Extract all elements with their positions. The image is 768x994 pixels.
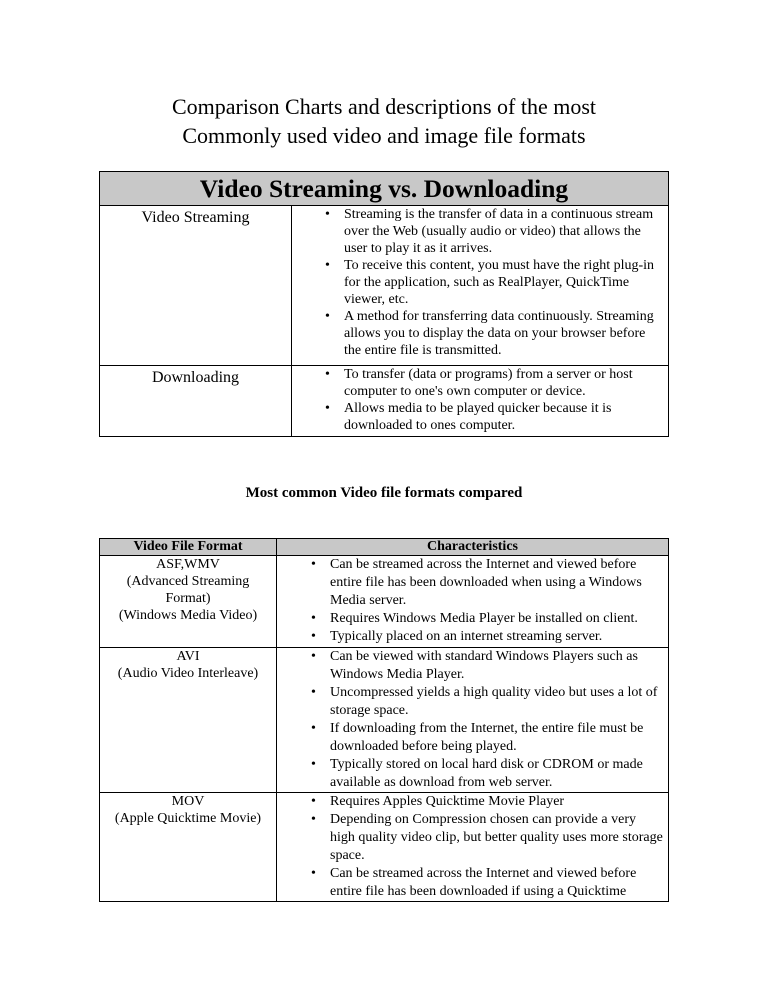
document-title (0, 92, 768, 150)
streaming-vs-downloading-table (99, 171, 669, 437)
bullet-list (277, 648, 668, 792)
list-item: • Typically stored on local hard disk or CDROM or made available as download from web server. (277, 756, 668, 792)
table-row (100, 366, 669, 437)
table-header-row (100, 539, 669, 556)
format-name: AVI (176, 649, 200, 664)
title-line-1: Comparison Charts and descriptions of the most (171, 94, 597, 119)
format-description: (Advanced Streaming (126, 574, 250, 589)
format-cell (100, 648, 277, 793)
row-label: Video Streaming (100, 206, 292, 366)
list-item: • Requires Windows Media Player be installed on client. (277, 610, 668, 628)
table-row (100, 793, 669, 902)
format-description: Format) (165, 591, 211, 606)
format-name: ASF,WMV (156, 557, 220, 572)
table-row (100, 206, 669, 366)
list-item: • Allows media to be played quicker because it is downloaded to ones computer. (292, 400, 668, 434)
bullet-list (277, 793, 668, 901)
format-cell (100, 793, 277, 902)
format-description: (Audio Video Interleave) (117, 666, 259, 681)
column-header-format: Video File Format (100, 539, 277, 556)
list-item: • Can be streamed across the Internet and viewed before entire file has been downloaded if using a Quicktime (277, 865, 668, 901)
streaming-table-heading: Video Streaming vs. Downloading (100, 172, 669, 206)
column-header-characteristics: Characteristics (277, 539, 669, 556)
row-label: Downloading (100, 366, 292, 437)
format-description: (Windows Media Video) (118, 608, 258, 623)
format-cell (100, 556, 277, 648)
list-item: • Can be streamed across the Internet and viewed before entire file has been downloaded when using a Windows Media server. (277, 556, 668, 610)
list-item: • Depending on Compression chosen can provide a very high quality video clip, but better quality uses more storage space. (277, 811, 668, 865)
formats-section-heading: Most common Video file formats compared (245, 485, 523, 501)
format-name: MOV (171, 794, 205, 809)
table-row (100, 648, 669, 793)
list-item: • Streaming is the transfer of data in a continuous stream over the Web (usually audio or video) that allows the user to play it as it arrives. (292, 206, 668, 257)
list-item: • To transfer (data or programs) from a server or host computer to one's own computer or device. (292, 366, 668, 400)
table-row (100, 556, 669, 648)
list-item: • Requires Apples Quicktime Movie Player (277, 793, 668, 811)
bullet-list (277, 556, 668, 646)
list-item: • To receive this content, you must have the right plug-in for the application, such as RealPlayer, QuickTime viewer, etc. (292, 257, 668, 308)
video-formats-table (99, 538, 669, 902)
bullet-list (292, 366, 668, 434)
list-item: • Typically placed on an internet streaming server. (277, 628, 668, 646)
bullet-list (292, 206, 668, 359)
list-item: • Uncompressed yields a high quality video but uses a lot of storage space. (277, 684, 668, 720)
format-description: (Apple Quicktime Movie) (114, 811, 262, 826)
title-line-2: Commonly used video and image file formats (182, 123, 586, 148)
list-item: • Can be viewed with standard Windows Players such as Windows Media Player. (277, 648, 668, 684)
list-item: • A method for transferring data continuously. Streaming allows you to display the data on your browser before the entire file is transmitted. (292, 308, 668, 359)
list-item: • If downloading from the Internet, the entire file must be downloaded before being played. (277, 720, 668, 756)
